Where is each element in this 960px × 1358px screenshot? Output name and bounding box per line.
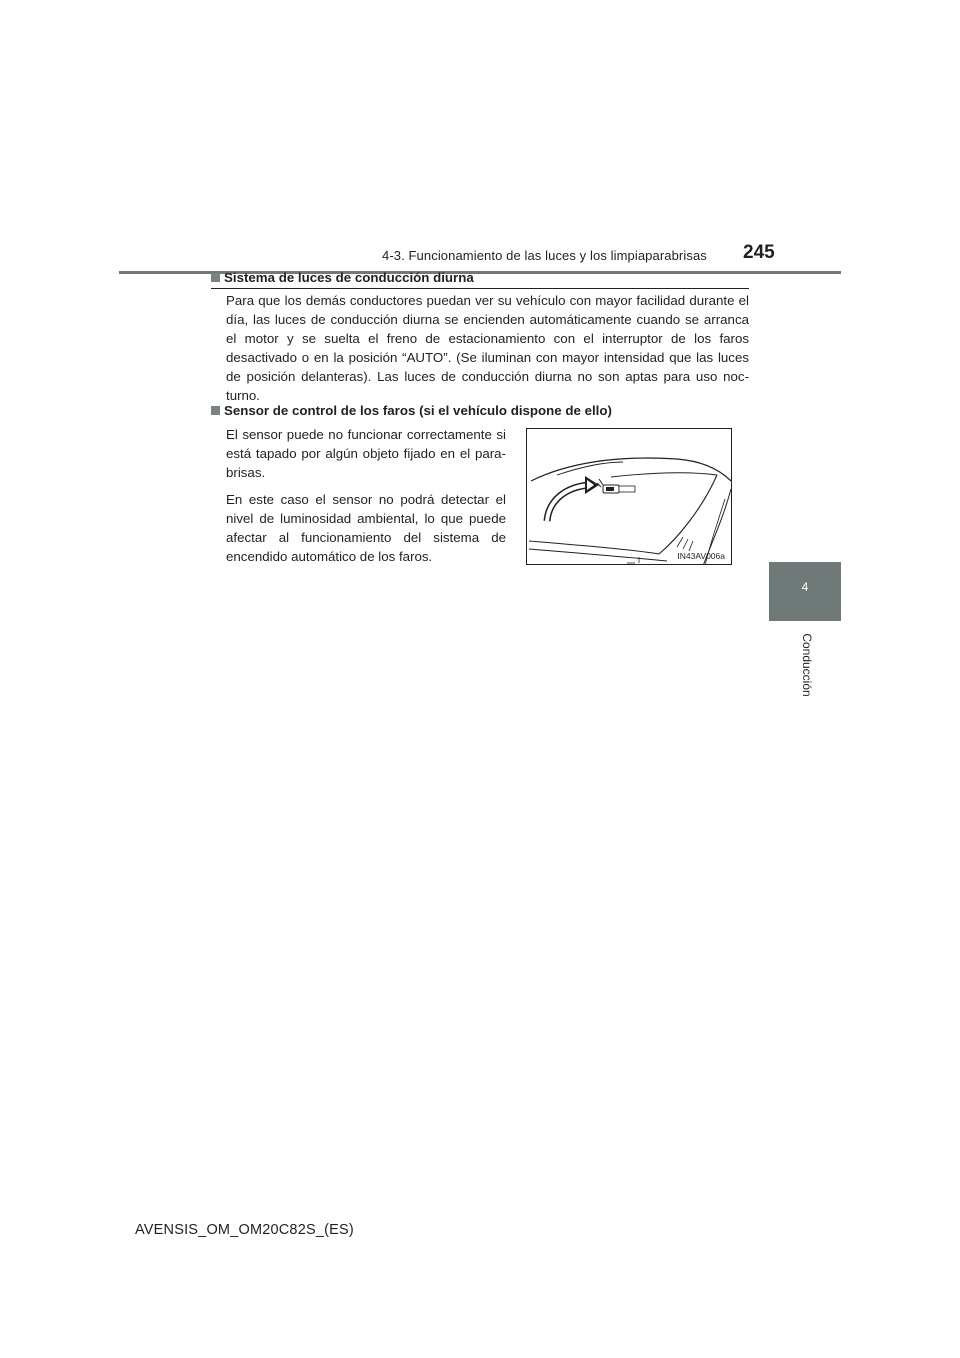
section-heading-text: Sensor de control de los faros (si el vehículo dispone de ello) (224, 403, 612, 418)
section-heading (211, 402, 749, 419)
chapter-tab[interactable] (769, 562, 841, 621)
windshield-sensor-figure (526, 428, 732, 565)
chapter-side-label (797, 630, 817, 700)
sensor-paragraph-1: El sensor puede no funcionar correctamente si está tapado por algún objeto fijado en el para-brisas. (226, 427, 506, 480)
section-heading (211, 269, 749, 286)
windshield-sensor-illustration-icon (527, 429, 732, 565)
figure-code: IN43AV006a (677, 551, 725, 561)
section-body: Para que los demás conductores puedan ver su vehículo con mayor facilidad durante el día, las luces de conducción diurna se encienden automáticamente cuando se arranca el motor y se suelta el freno de estacionamiento con el interruptor de los faros desactivado o en la posición “AUTO”. (Se iluminan con mayor intensidad que las luces de posición delanteras). Las luces de conducción diurna no son aptas para uso noc-turno. (226, 293, 749, 403)
section-daytime-running-lights (211, 269, 749, 405)
sensor-text-column (226, 425, 506, 566)
page-number: 245 (743, 242, 775, 263)
sensor-paragraph-2: En este caso el sensor no podrá detectar el nivel de luminosidad ambiental, lo que puede afectar al funcionamiento del sistema de encendido automático de los faros. (226, 492, 506, 564)
chapter-tab-number: 4 (801, 580, 809, 594)
section-heading-text: Sistema de luces de conducción diurna (224, 270, 474, 285)
square-bullet-icon (211, 273, 220, 282)
section-headlight-sensor (211, 402, 749, 419)
chapter-header-title: 4-3. Funcionamiento de las luces y los limpiaparabrisas (382, 248, 707, 263)
square-bullet-icon (211, 406, 220, 415)
chapter-side-label-text: Conducción (800, 633, 814, 697)
document-footer: AVENSIS_OM_OM20C82S_(ES) (135, 1222, 354, 1238)
